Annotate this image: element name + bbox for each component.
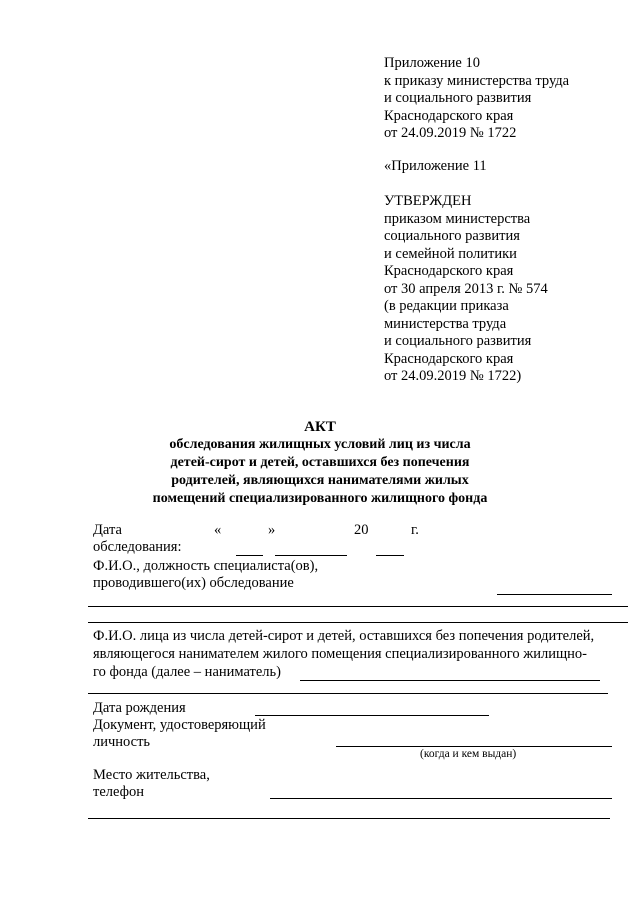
tenant-label-cont: являющегося нанимателем жилого помещения специализированного жилищно-	[93, 646, 587, 662]
residence-label-cont: телефон	[93, 784, 145, 800]
approved-line: министерства труда	[384, 315, 507, 332]
title-line: обследования жилищных условий лиц из числа	[169, 437, 471, 452]
date-label: Дата	[93, 522, 122, 538]
document-label-cont: личность	[93, 734, 151, 750]
appendix-10-line: Краснодарского края	[384, 107, 514, 124]
year-field[interactable]	[376, 555, 404, 556]
title-line: АКТ	[304, 419, 336, 435]
specialist-field-line[interactable]	[88, 622, 628, 623]
approved-line: Краснодарского края	[384, 350, 514, 367]
title-line: детей-сирот и детей, оставшихся без попечения	[170, 455, 470, 470]
specialist-field-line[interactable]	[88, 606, 628, 607]
document-label: Документ, удостоверяющий	[93, 717, 266, 733]
approved-line: и семейной политики	[384, 245, 517, 262]
document-hint: (когда и кем выдан)	[420, 748, 517, 760]
approved-line: социального развития	[384, 228, 520, 244]
tenant-field[interactable]	[300, 680, 600, 681]
tenant-label-cont: го фонда (далее – наниматель)	[93, 664, 281, 680]
appendix-10-line: и социального развития	[384, 90, 532, 106]
document-title	[0, 418, 640, 508]
tenant-field-line[interactable]	[88, 693, 608, 694]
residence-field-line[interactable]	[88, 818, 610, 819]
year-suffix: г.	[411, 522, 419, 538]
approved-line: и социального развития	[384, 333, 532, 349]
appendix-10-line: от 24.09.2019 № 1722	[384, 125, 517, 141]
residence-field[interactable]	[270, 798, 612, 799]
appendix-10-line: к приказу министерства труда	[384, 72, 570, 89]
approved-line: (в редакции приказа	[384, 298, 509, 314]
specialist-label-cont: проводившего(их) обследование	[93, 575, 294, 591]
appendix-10-line: Приложение 10	[384, 55, 480, 71]
approved-line: Краснодарского края	[384, 263, 514, 279]
specialist-field[interactable]	[497, 594, 612, 595]
specialist-label: Ф.И.О., должность специалиста(ов),	[93, 558, 319, 574]
appendix-10-block	[384, 55, 569, 143]
year-prefix: 20	[354, 522, 369, 538]
quote-open: «	[214, 522, 222, 538]
tenant-label: Ф.И.О. лица из числа детей-сирот и детей, оставшихся без попечения родителей,	[93, 628, 595, 644]
title-line: родителей, являющихся нанимателями жилых	[171, 473, 469, 488]
approved-line: от 30 апреля 2013 г. № 574	[384, 280, 548, 297]
residence-label: Место жительства,	[93, 767, 210, 783]
month-field[interactable]	[275, 555, 347, 556]
title-line: помещений специализированного жилищного фонда	[152, 491, 488, 506]
appendix-11-label: «Приложение 11	[384, 158, 487, 174]
approved-line: приказом министерства	[384, 210, 531, 227]
birth-date-label: Дата рождения	[93, 700, 186, 716]
day-field[interactable]	[236, 555, 263, 556]
document-field[interactable]	[336, 746, 612, 747]
approved-line: от 24.09.2019 № 1722)	[384, 368, 522, 384]
birth-date-field[interactable]	[255, 715, 489, 716]
quote-close: »	[268, 522, 276, 538]
date-label-cont: обследования:	[93, 539, 182, 555]
approved-heading: УТВЕРЖДЕН	[384, 193, 472, 209]
approved-block	[384, 193, 548, 386]
